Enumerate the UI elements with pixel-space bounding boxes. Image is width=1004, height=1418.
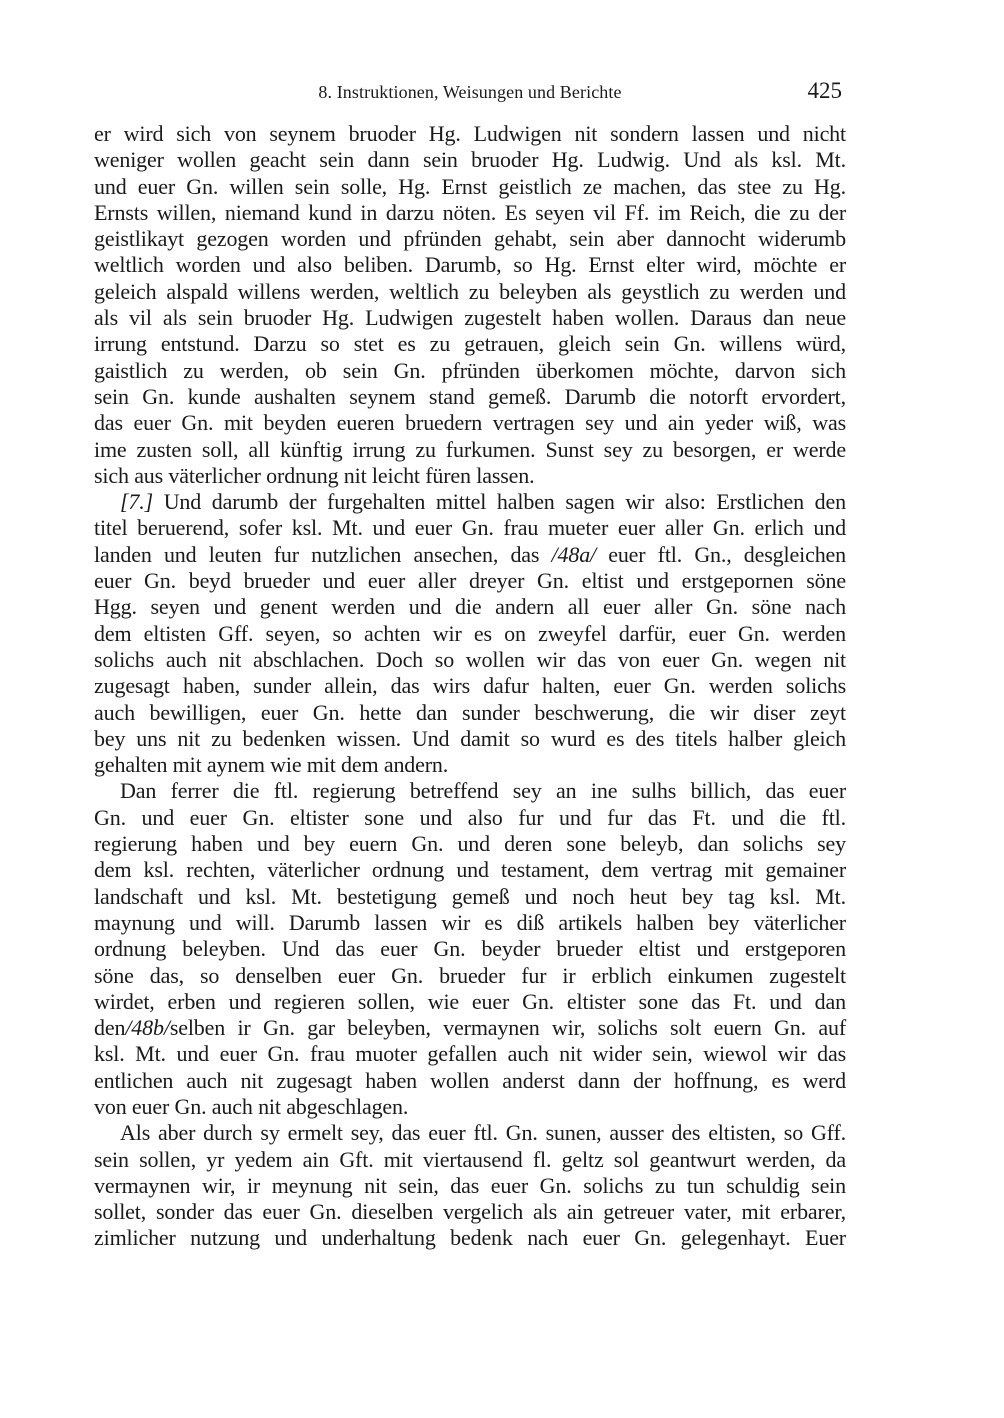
text-line [94, 594, 846, 620]
text-line-content: ordnung beleyben. Und das euer Gn. beyder brueder eltist und erstgeporen [94, 936, 846, 962]
text-line [94, 1225, 846, 1251]
text-line [94, 910, 846, 936]
text-line [94, 726, 846, 752]
text-line-prefix: landen und leuten fur nutzlichen ansechen, das [94, 541, 552, 567]
text-line [94, 752, 846, 778]
text-line-content: Gn. und euer Gn. eltister sone und also fur und fur das Ft. und die ftl. [94, 804, 846, 830]
running-title: 8. Instruktionen, Weisungen und Berichte [318, 82, 622, 102]
text-line [94, 515, 846, 541]
text-line-content: maynung und will. Darumb lassen wir es diß artikels halben bey väterlicher [94, 909, 846, 935]
text-line-content: dem ksl. rechten, väterlicher ordnung und testament, dem vertrag mit gemainer [94, 857, 846, 883]
text-line-content: gehalten mit aynem wie mit dem andern. [94, 752, 449, 778]
text-line-content: solichs auch nit abschlachen. Doch so wollen wir das von euer Gn. wegen nit [94, 646, 846, 672]
folio-marker: /48b/ [125, 1015, 170, 1041]
text-line-content: regierung haben und bey euern Gn. und deren sone beleyb, dan solichs sey [94, 831, 846, 857]
text-line [94, 358, 846, 384]
text-line-content: irrung entstund. Darzu so stet es zu getrauen, gleich sein Gn. willens würd, [94, 331, 846, 357]
text-line-content: er wird sich von seynem bruoder Hg. Ludwigen nit sondern lassen und nicht [94, 121, 846, 146]
text-line-content: geistlikayt gezogen worden und pfründen gehabt, sein aber dannocht widerumb [94, 226, 846, 252]
text-line-content: entlichen auch nit zugesagt haben wollen anderst dann der hoffnung, es werd [94, 1067, 846, 1093]
text-line-content: sich aus väterlicher ordnung nit leicht füren lassen. [94, 462, 535, 488]
text-line [94, 1147, 846, 1173]
text-line-content: sein Gn. kunde aushalten seynem stand gemeß. Darumb die notorft ervordert, [94, 383, 846, 409]
text-line [94, 489, 846, 515]
text-line-content: weltlich worden und also beliben. Darumb, so Hg. Ernst elter wird, möchte er [94, 252, 846, 278]
text-line [94, 568, 846, 594]
text-line-content: selben ir Gn. gar beleyben, vermaynen wir, solichs solt euern Gn. auf [169, 1015, 846, 1041]
text-line-content: und euer Gn. willen sein solle, Hg. Ernst geistlich ze machen, das stee zu Hg. [94, 173, 846, 199]
text-line [94, 252, 846, 278]
text-line [94, 1094, 846, 1120]
text-line-content: als vil als sein bruoder Hg. Ludwigen zugestelt haben wollen. Daraus dan neue [94, 305, 846, 331]
text-line [94, 437, 846, 463]
page-number: 425 [807, 78, 842, 103]
text-line-content: Hgg. seyen und genent werden und die andern all euer aller Gn. söne nach [94, 594, 846, 620]
text-line [94, 700, 846, 726]
text-line [94, 331, 846, 357]
text-line [94, 647, 846, 673]
text-line-content: bey uns nit zu bedenken wissen. Und damit so wurd es des titels halber gleich [94, 725, 846, 751]
text-line-content: das euer Gn. mit beyden eueren bruedern vertragen sey und ain yeder wiß, was [94, 410, 846, 436]
text-line-content: von euer Gn. auch nit abgeschlagen. [94, 1093, 409, 1119]
text-line [94, 384, 846, 410]
text-line-content: zugesagt haben, sunder allein, das wirs dafur halten, euer Gn. werden solichs [94, 673, 846, 699]
folio-marker: [7.] [120, 489, 154, 515]
text-line [94, 1199, 846, 1225]
text-line [94, 147, 846, 173]
text-line-content: euer Gn. beyd brueder und euer aller dreyer Gn. eltist und erstgepornen söne [94, 568, 846, 594]
text-line [94, 1015, 846, 1041]
text-line-content: sein sollen, yr yedem ain Gft. mit viertausend fl. geltz sol geantwurt werden, da [94, 1146, 846, 1172]
text-line [94, 1041, 846, 1067]
text-line-content: auch bewilligen, euer Gn. hette dan sunder beschwerung, die wir diser zeyt [94, 699, 846, 725]
text-line [94, 778, 846, 804]
text-line-content: landschaft und ksl. Mt. bestetigung gemeß und noch heut bey tag ksl. Mt. [94, 883, 846, 909]
text-line-content: vermaynen wir, ir meynung nit sein, das euer Gn. solichs zu tun schuldig sein [94, 1172, 846, 1198]
text-line [94, 963, 846, 989]
text-line-content: dem eltisten Gff. seyen, so achten wir es on zweyfel darfür, euer Gn. werden [94, 620, 846, 646]
text-line [94, 121, 846, 147]
text-line [94, 174, 846, 200]
text-line [94, 226, 846, 252]
text-line [94, 831, 846, 857]
text-line-content: euer ftl. Gn., desgleichen [596, 541, 847, 567]
text-line [94, 305, 846, 331]
text-line [94, 542, 846, 568]
text-line-content: gaistlich zu werden, ob sein Gn. pfründen überkomen möchte, darvon sich [94, 357, 846, 383]
text-line [94, 1173, 846, 1199]
text-line [94, 621, 846, 647]
text-line [94, 279, 846, 305]
text-line-content: Und darumb der furgehalten mittel halben sagen wir also: Erstlichen den [153, 489, 846, 515]
text-line [94, 200, 846, 226]
text-line-content: sollet, sonder das euer Gn. dieselben vergelich als ain getreuer vater, mit erbarer, [94, 1199, 846, 1225]
body-text [94, 121, 846, 1252]
text-line-content: söne das, so denselben euer Gn. brueder fur ir erblich einkumen zugestelt [94, 962, 846, 988]
text-line [94, 1068, 846, 1094]
text-line-content: ime zusten soll, all künftig irrung zu furkumen. Sunst sey zu besorgen, er werde [94, 436, 846, 462]
text-line-content: geleich alspald willens werden, weltlich zu beleyben als geystlich zu werden und [94, 278, 846, 304]
text-line [94, 805, 846, 831]
text-line [94, 1120, 846, 1146]
folio-marker: /48a/ [551, 541, 597, 567]
text-line [94, 884, 846, 910]
text-line [94, 857, 846, 883]
text-line-content: Dan ferrer die ftl. regierung betreffend sey an ine sulhs billich, das euer [120, 778, 846, 804]
text-line [94, 463, 846, 489]
text-line [94, 989, 846, 1015]
running-head [94, 78, 846, 108]
text-line [94, 673, 846, 699]
text-line-content: wirdet, erben und regieren sollen, wie euer Gn. eltister sone das Ft. und dan [94, 988, 846, 1014]
text-line-content: titel beruerend, sofer ksl. Mt. und euer Gn. frau mueter euer aller Gn. erlich und [94, 515, 846, 541]
text-line-content: Als aber durch sy ermelt sey, das euer ftl. Gn. sunen, ausser des eltisten, so Gff. [120, 1120, 846, 1146]
text-line-prefix: den [94, 1015, 126, 1041]
text-line-content: Ernsts willen, niemand kund in darzu nöten. Es seyen vil Ff. im Reich, die zu der [94, 199, 846, 225]
text-line-content: zimlicher nutzung und underhaltung bedenk nach euer Gn. gelegenhayt. Euer [94, 1225, 846, 1251]
document-page [94, 0, 846, 1418]
text-line-content: weniger wollen geacht sein dann sein bruoder Hg. Ludwig. Und als ksl. Mt. [94, 147, 846, 173]
text-line [94, 936, 846, 962]
text-line [94, 410, 846, 436]
text-line-content: ksl. Mt. und euer Gn. frau muoter gefallen auch nit wider sein, wiewol wir das [94, 1041, 846, 1067]
